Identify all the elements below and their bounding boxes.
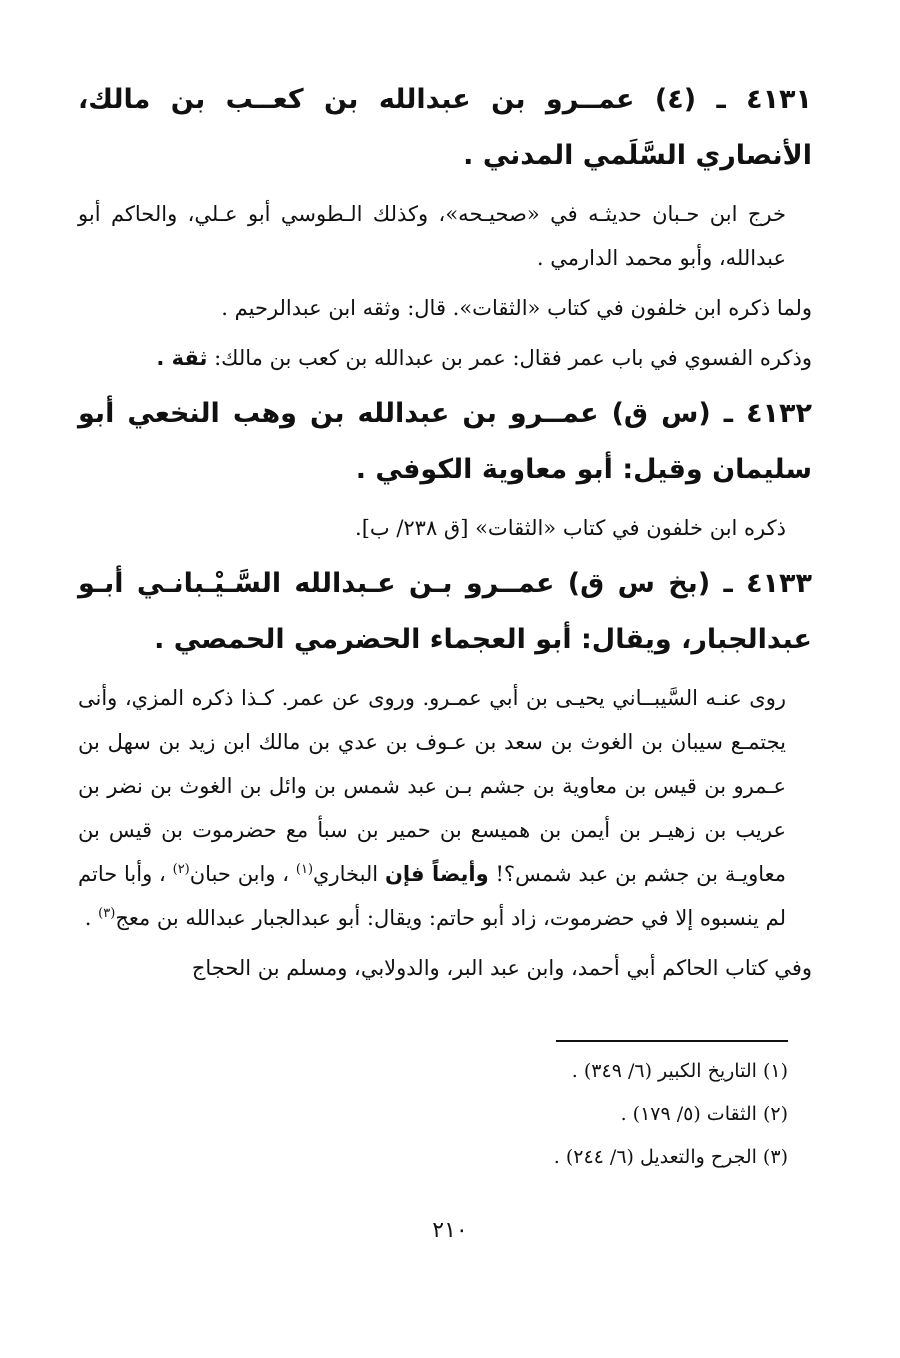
paragraph-4131-1: خرج ابن حـبان حديثـه في «صحيـحه»، وكذلك الـطوسي أبو عـلي، والحاكم أبو عبدالله، وأبو محمد الدارمي . [78,202,786,270]
entry-heading-4133: ٤١٣٣ ـ (بخ س ق) عمــرو بـن عـبدالله السَّـيْـبانـي أبـو عبدالجبار، ويقال: أبو العجماء الحضرمي الحمصي . [78,568,812,655]
page-number: ٢١٠ [432,1218,468,1243]
entry-heading-4131: ٤١٣١ ـ (٤) عمــرو بن عبدالله بن كعــب بن مالك، الأنصاري السَّلَمي المدني . [78,84,813,171]
paragraph-4131-3-verdict: ثقة . [156,346,208,370]
paragraph-4133-1-bold: وأيضاً فإن [384,862,489,886]
entry-heading-4132: ٤١٣٢ ـ (س ق) عمــرو بن عبدالله بن وهب النخعي أبو سليمان وقيل: أبو معاوية الكوفي . [78,398,812,485]
paragraph-4131-2: ولما ذكره ابن خلفون في كتاب «الثقات». قال: وثقه ابن عبدالرحيم . [221,296,812,320]
paragraph-4133-2: وفي كتاب الحاكم أبي أحمد، وابن عبد البر، والدولابي، ومسلم بن الحجاج [191,956,812,980]
paragraph-4131-3-text: وذكره الفسوي في باب عمر فقال: عمر بن عبدالله بن كعب بن مالك: [214,346,812,370]
paragraph-4133-1-text: روى عنـه السَّيبــاني يحيـى بن أبي عمـرو. وروى عن عمر. كـذا ذكره المزي، وأنى يجتمـع سيبان بن الغوث بن سعد بن عـوف بن عدي بن مالك ابن زيد بن سهل بن عـمرو بن قيس بن معاوية بن جشم بـن عبد شمس بن وائل بن الغوث بن نضر بن عريب بن زهيـر بن أيمن بن هميسع بن حمير بن سبأ مع حضرموت بن قيس بن معاويـة بن جشم بن عبد شمس؟! [78,686,786,886]
footnote-ref-1[interactable]: (١) [295,862,314,877]
paragraph-4133-1 [78,676,812,940]
paragraph-4131-3 [78,336,812,380]
footnote-ref-2[interactable]: (٢) [172,862,190,877]
footnotes [188,1050,788,1179]
paragraph-4133-1-abu-hatim: ، وأبا حاتم لم ينسبوه إلا في حضرموت، زاد أبو حاتم: ويقال: أبو عبدالجبار عبدالله بن معج [78,862,786,930]
paragraph-4133-1-end: . [84,906,92,930]
paragraph-4132-1: ذكره ابن خلفون في كتاب «الثقات» [ق ٢٣٨/ ب]. [355,516,786,540]
paragraph-4133-1-ibn-hibban: ، وابن حبان [189,862,290,886]
footnote-ref-3[interactable]: (٣) [98,906,116,921]
page-body [78,72,812,996]
footnote-2: (٢) الثقات (٥/ ١٧٩) . [620,1103,788,1125]
footnote-1: (١) التاريخ الكبير (٦/ ٣٤٩) . [571,1060,788,1082]
paragraph-4133-1-bukhari: البخاري [313,862,379,886]
footnote-divider [556,1040,788,1042]
footnote-3: (٣) الجرح والتعديل (٦/ ٢٤٤) . [553,1146,788,1168]
